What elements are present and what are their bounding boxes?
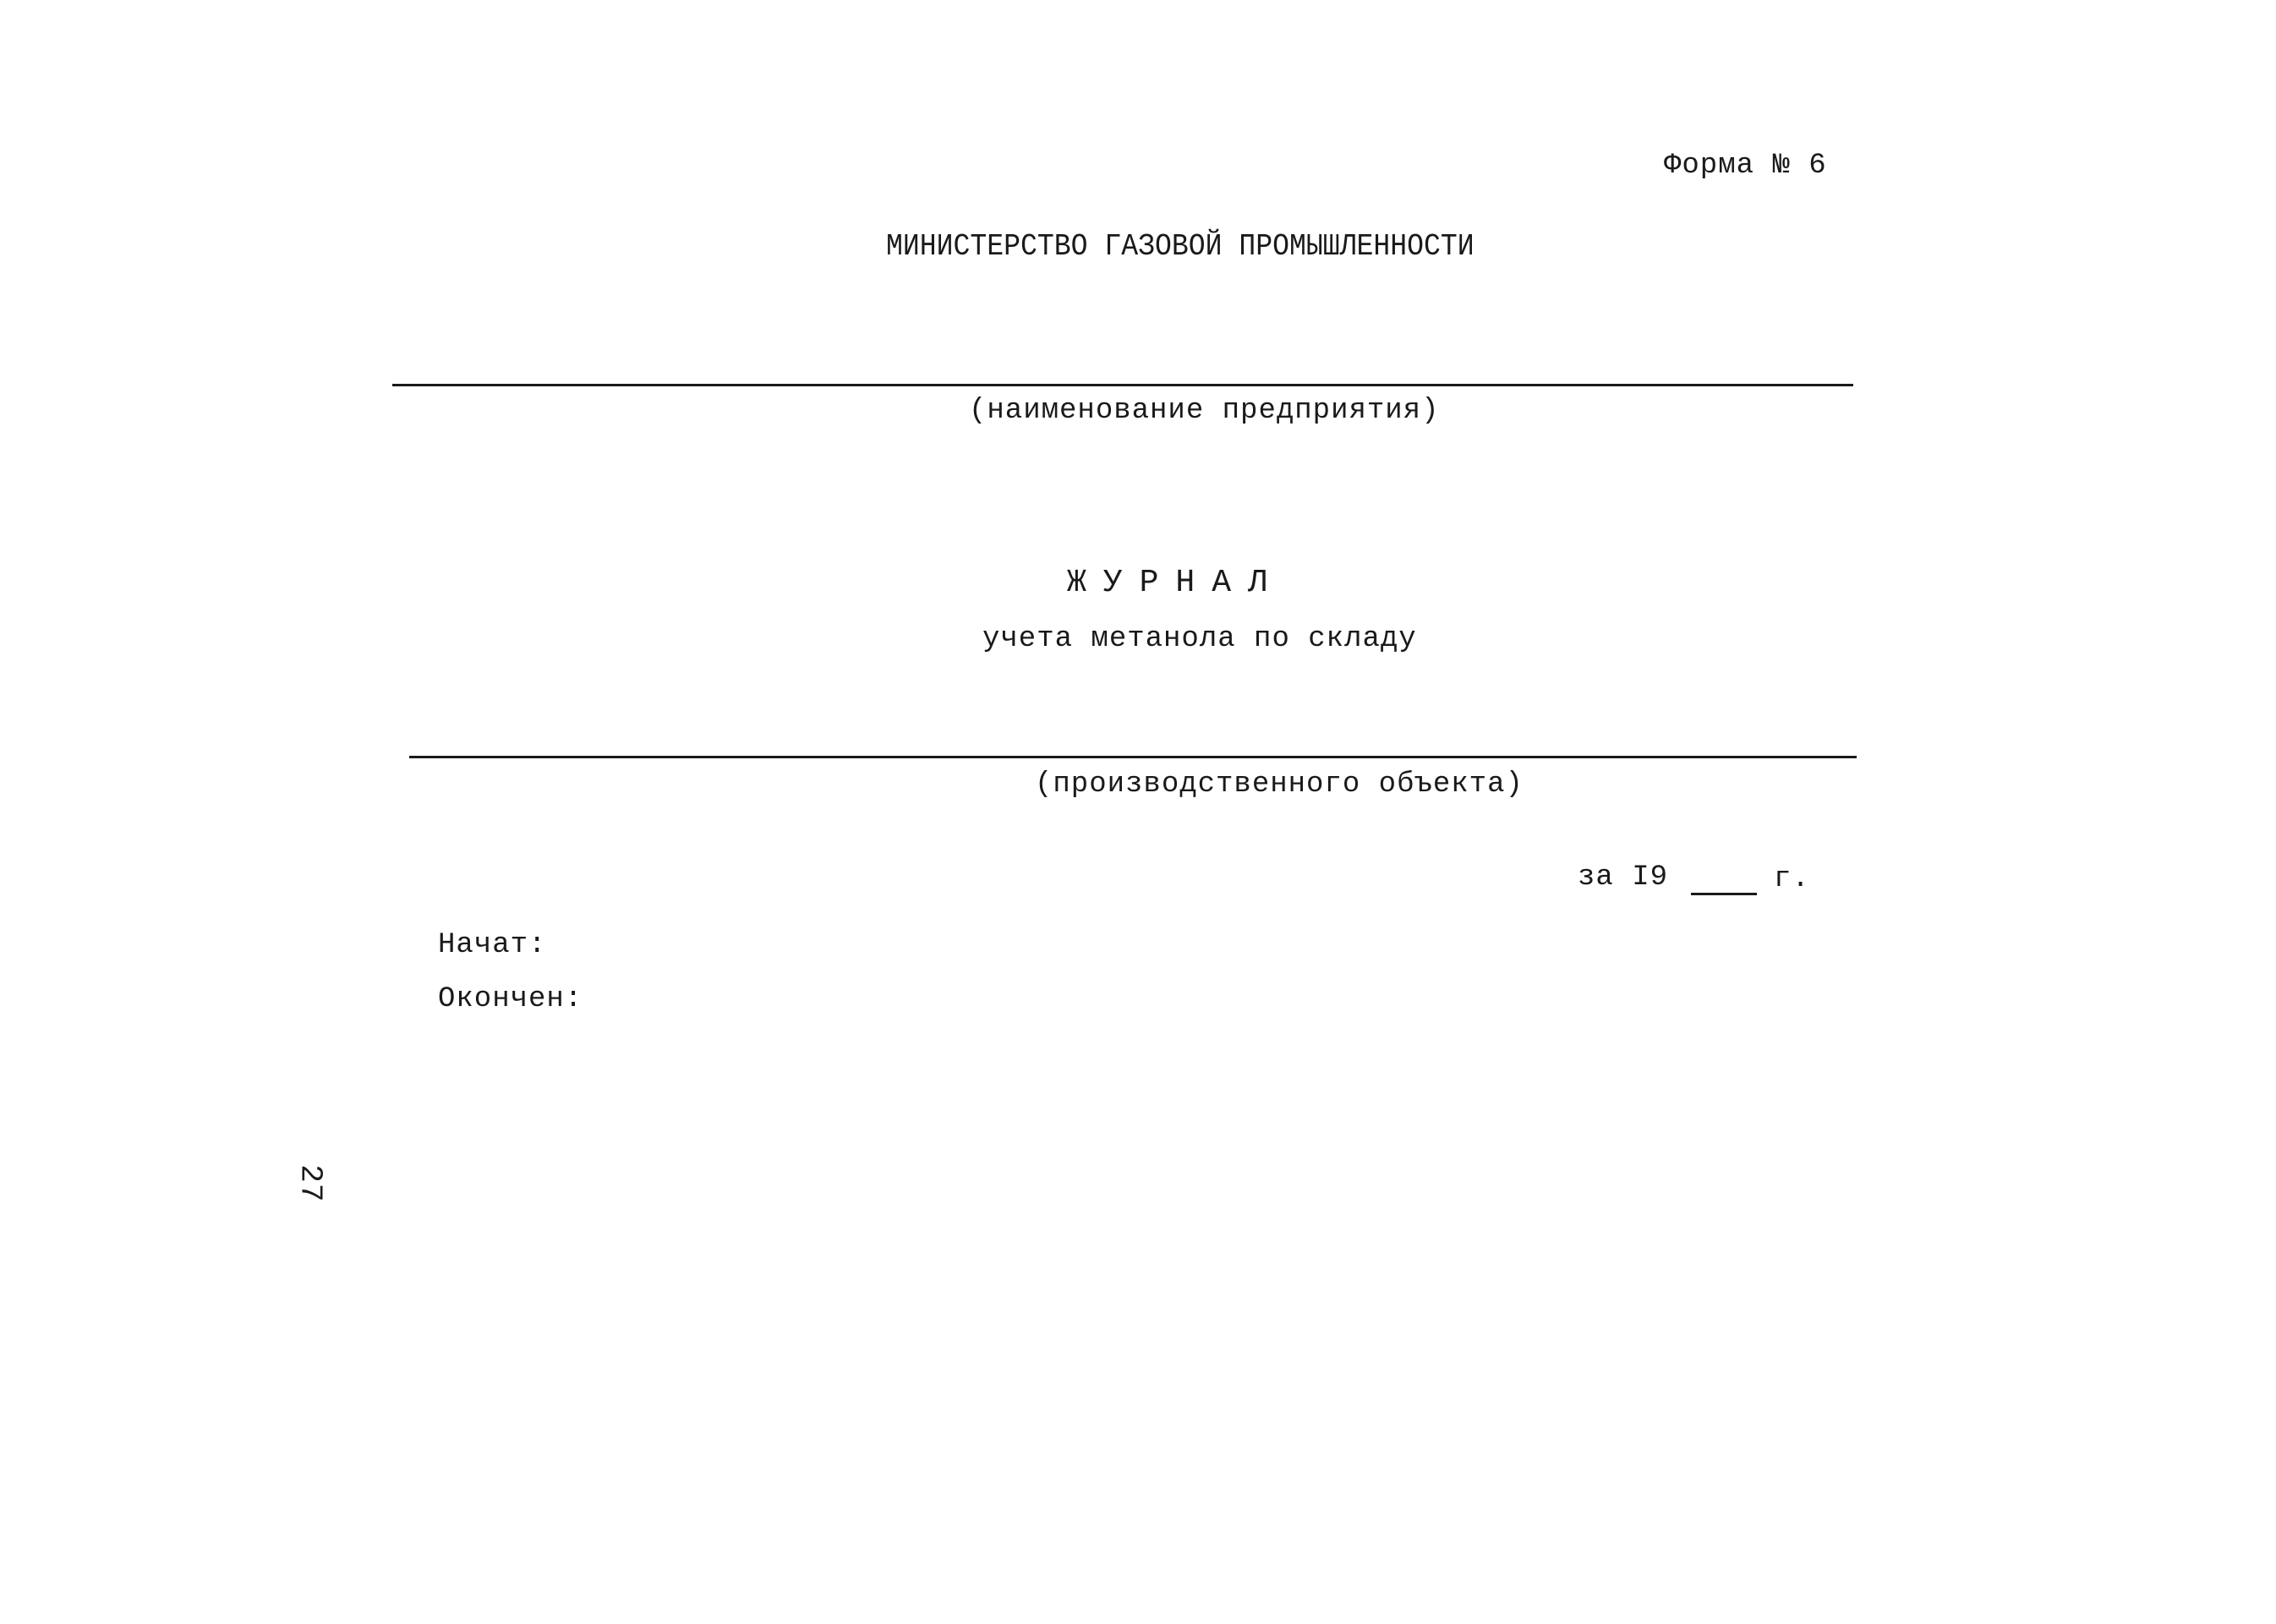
year-blank-line xyxy=(1691,893,1757,895)
period-prefix: за I9 xyxy=(1578,861,1669,894)
started-label: Начат: xyxy=(438,929,547,961)
journal-title: ЖУРНАЛ xyxy=(1067,565,1284,601)
object-caption: (производственного объекта) xyxy=(1035,768,1524,801)
page-number: 27 xyxy=(293,1164,328,1203)
enterprise-name-line xyxy=(392,384,1853,386)
period-suffix: г. xyxy=(1774,863,1810,895)
ministry-heading: МИНИСТЕРСТВО ГАЗОВОЙ ПРОМЫШЛЕННОСТИ xyxy=(886,229,1474,264)
journal-subtitle: учета метанола по складу xyxy=(982,623,1417,655)
object-name-line xyxy=(409,756,1857,758)
enterprise-caption: (наименование предприятия) xyxy=(969,395,1440,427)
form-number: Форма № 6 xyxy=(1664,150,1827,182)
finished-label: Окончен: xyxy=(438,983,583,1015)
